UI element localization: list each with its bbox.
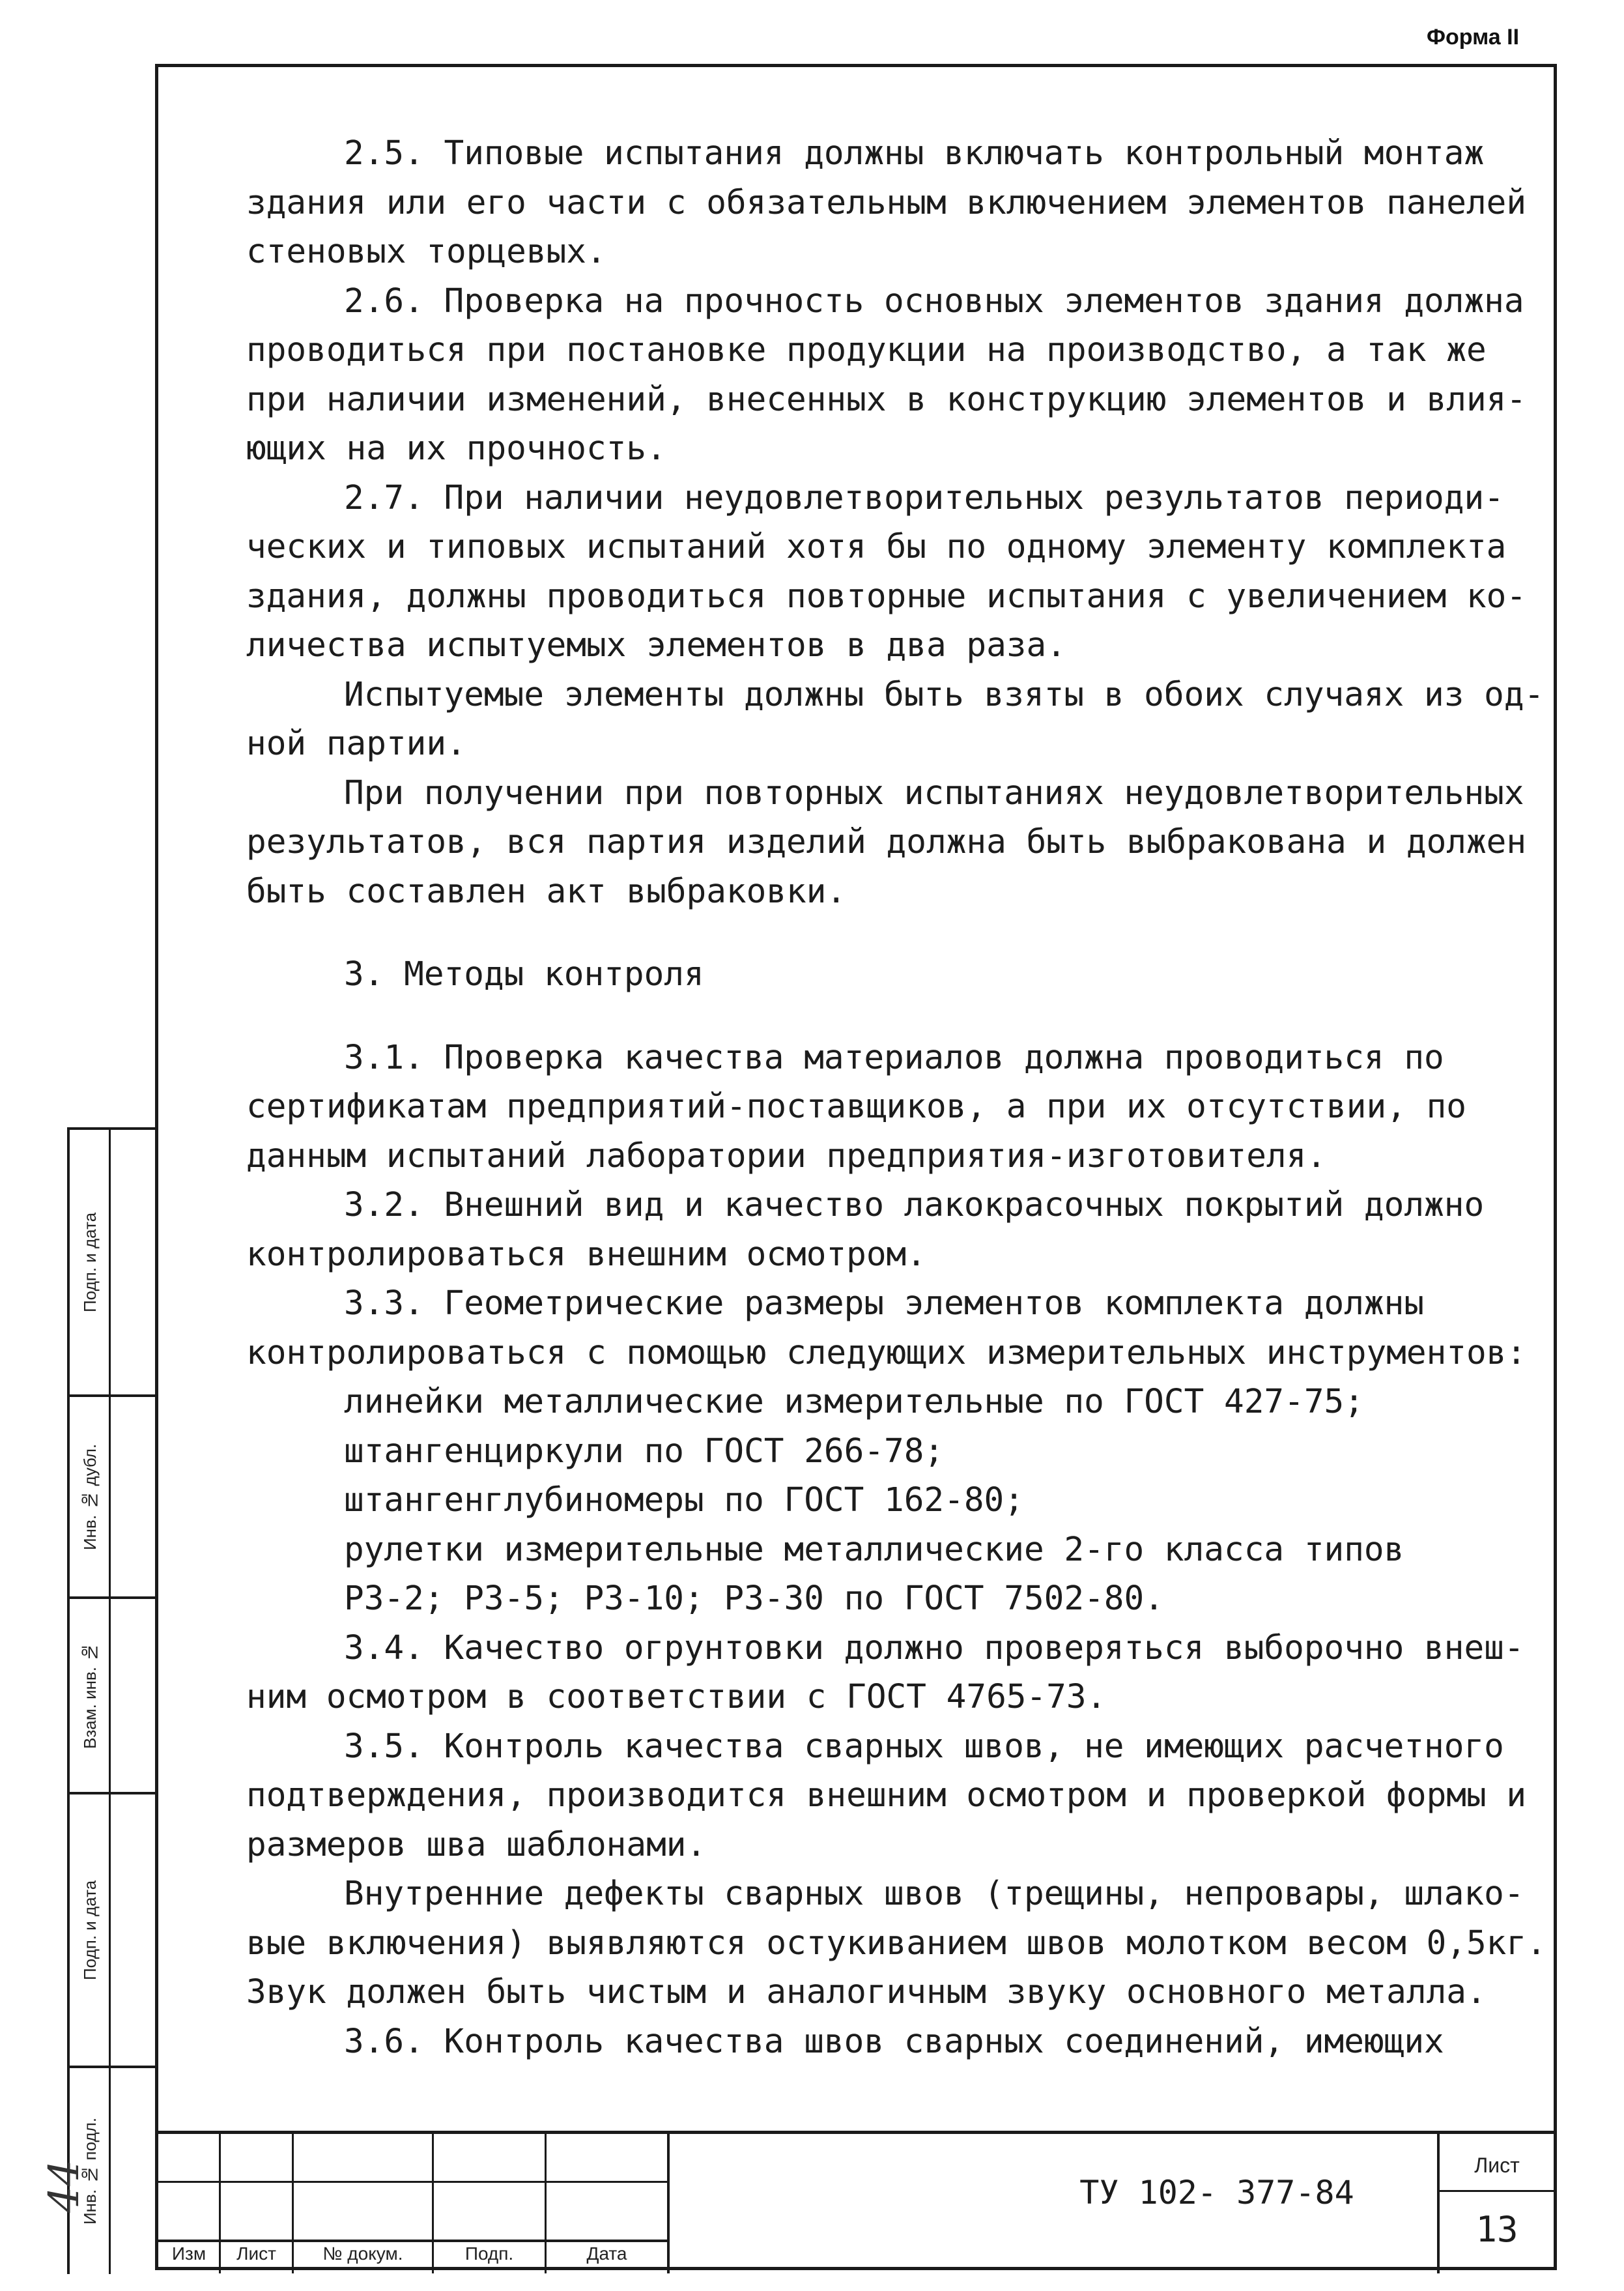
stamp-cell-sign-date-1 (70, 1130, 158, 1397)
body-line: 3.5. Контроль качества сварных швов, не имеющих расчетного (344, 1727, 1504, 1766)
title-block (155, 2131, 1557, 2270)
body-line: 3.2. Внешний вид и качество лакокрасочных покрытий должно (344, 1186, 1485, 1224)
stamp-label: Подп. и дата (80, 1212, 100, 1312)
sheet-caption: Лист (1474, 2154, 1520, 2177)
body-line: Звук должен быть чистым и аналогичным звуку основного металла. (246, 1973, 1487, 2011)
title-block-col-sheet: Лист (236, 2243, 276, 2264)
title-block-col-doc: № докум. (322, 2243, 403, 2264)
body-line: 2.7. При наличии неудовлетворительных результатов периоди- (344, 478, 1504, 517)
body-line: 3.1. Проверка качества материалов должна проводиться по (344, 1038, 1444, 1077)
body-line: сертификатам предприятий-поставщиков, а при их отсутствии, по (246, 1088, 1466, 1126)
body-line: 3.4. Качество огрунтовки должно проверяться выборочно внеш- (344, 1628, 1524, 1667)
stamp-label: Инв. № дубл. (80, 1443, 100, 1550)
body-line: контролироваться внешним осмотром. (246, 1235, 926, 1274)
list-item: штангенциркули по ГОСТ 266-78; (344, 1432, 945, 1471)
body-line: здания, должны проводиться повторные испытания с увеличением ко- (246, 577, 1527, 616)
body-line: здания или его части с обязательным включением элементов панелей (246, 183, 1527, 222)
stamp-cell-sign-date-2 (70, 1794, 158, 2068)
body-line: 3.6. Контроль качества швов сварных соединений, имеющих (344, 2022, 1444, 2061)
body-line: вые включения) выявляются остукиванием швов молотком весом 0,5кг. (246, 1924, 1546, 1963)
handwritten-inventory-number: 44 (40, 2159, 89, 2213)
margin-stamp-column (67, 1127, 155, 2274)
section-heading: 3. Методы контроля (344, 955, 704, 994)
list-item: линейки металлические измерительные по ГОСТ 427-75; (344, 1383, 1364, 1421)
stamp-label: Инв. № подл. (80, 2117, 100, 2225)
list-item: штангенглубиномеры по ГОСТ 162-80; (344, 1481, 1024, 1520)
title-block-col-date: Дата (586, 2243, 627, 2264)
sheet-number: 13 (1475, 2209, 1518, 2250)
body-line: данным испытаний лаборатории предприятия-изготовителя. (246, 1136, 1327, 1175)
document-code: ТУ 102- 377-84 (1079, 2174, 1354, 2212)
body-line: 2.5. Типовые испытания должны включать контрольный монтаж (344, 134, 1485, 173)
title-block-col-change: Изм (171, 2243, 207, 2264)
list-item: РЗ-2; РЗ-5; РЗ-10; РЗ-30 по ГОСТ 7502-80. (344, 1579, 1164, 1618)
body-line: 3.3. Геометрические размеры элементов комплекта должны (344, 1284, 1425, 1323)
body-line: при наличии изменений, внесенных в конструкцию элементов и влия- (246, 380, 1527, 419)
body-line: результатов, вся партия изделий должна быть выбракована и должен (246, 823, 1527, 861)
body-line: 2.6. Проверка на прочность основных элементов здания должна (344, 281, 1524, 321)
stamp-cell-dup-no (70, 1397, 158, 1599)
body-line: ной партии. (246, 725, 466, 763)
body-line: Внутренние дефекты сварных швов (трещины, непровары, шлако- (344, 1875, 1524, 1913)
body-line: ним осмотром в соответствии с ГОСТ 4765-73. (246, 1678, 1107, 1716)
form-label: Форма II (1427, 25, 1520, 50)
stamp-label: Взам. инв. № (80, 1642, 100, 1749)
body-line: При получении при повторных испытаниях неудовлетворительных (344, 773, 1524, 813)
body-line: размеров шва шаблонами. (246, 1825, 707, 1864)
stamp-label: Подп. и дата (80, 1880, 100, 1980)
body-line: контролироваться с помощью следующих измерительных инструментов: (246, 1333, 1527, 1372)
body-line: ющих на их прочность. (246, 429, 666, 468)
body-line: стеновых торцевых. (246, 233, 606, 271)
body-line: быть составлен акт выбраковки. (246, 872, 847, 911)
body-line: проводиться при постановке продукции на производство, а так же (246, 331, 1487, 369)
stamp-cell-instead-no (70, 1599, 158, 1794)
list-item: рулетки измерительные металлические 2-го класса типов (344, 1530, 1404, 1569)
title-block-col-sign: Подп. (464, 2243, 514, 2264)
document-body (246, 129, 1546, 2066)
body-line: ческих и типовых испытаний хотя бы по одному элементу комплекта (246, 528, 1507, 566)
body-line: личества испытуемых элементов в два раза. (246, 626, 1066, 665)
body-line: подтверждения, производится внешним осмотром и проверкой формы и (246, 1776, 1527, 1815)
body-line: Испытуемые элементы должны быть взяты в обоих случаях из од- (344, 675, 1545, 714)
